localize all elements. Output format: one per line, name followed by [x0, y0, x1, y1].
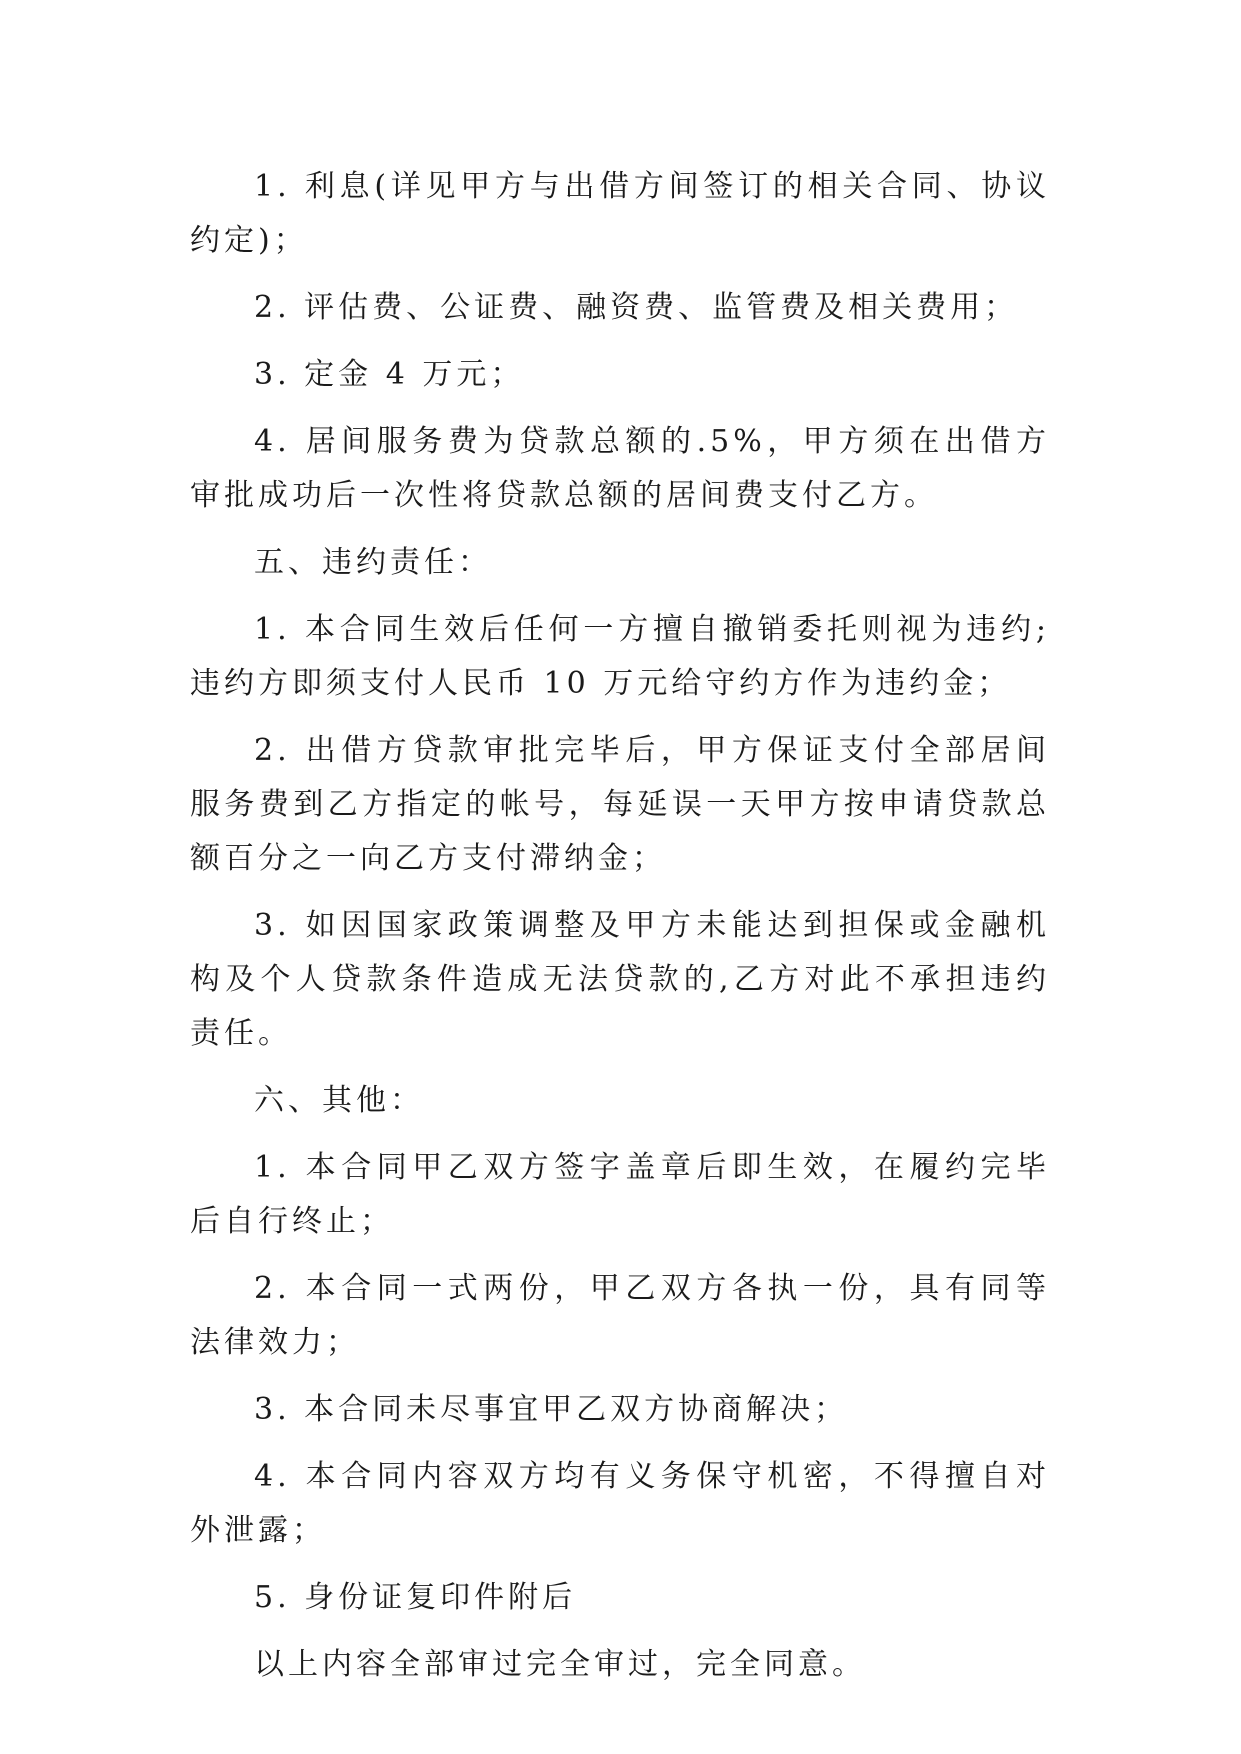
paragraph-other-effective: 1. 本合同甲乙双方签字盖章后即生效，在履约完毕后自行终止； — [190, 1150, 1050, 1239]
paragraph-other-negotiation: 3. 本合同未尽事宜甲乙双方协商解决； — [254, 1392, 849, 1427]
paragraph-fee-assessment: 2. 评估费、公证费、融资费、监管费及相关费用； — [254, 290, 1019, 325]
paragraph-breach-revocation: 1. 本合同生效后任何一方擅自撤销委托则视为违约;违约方即须支付人民币 10 万元给守约方作为违约金； — [190, 612, 1050, 701]
paragraph-other-confidentiality: 4. 本合同内容双方均有义务保守机密，不得擅自对外泄露； — [190, 1459, 1050, 1548]
section-heading-breach: 五、违约责任： — [254, 545, 492, 580]
paragraph-fee-deposit: 3. 定金 4 万元； — [254, 357, 525, 392]
document-body — [190, 160, 1050, 1705]
paragraph-breach-exemption: 3. 如因国家政策调整及甲方未能达到担保或金融机构及个人贷款条件造成无法贷款的,乙方对此不承担违约责任。 — [190, 908, 1050, 1051]
paragraph-other-id-copy: 5. 身份证复印件附后 — [254, 1580, 577, 1615]
section-heading-other: 六、其他： — [254, 1083, 424, 1118]
paragraph-other-copies: 2. 本合同一式两份，甲乙双方各执一份，具有同等法律效力； — [190, 1271, 1050, 1360]
paragraph-agreement-statement: 以上内容全部审过完全审过，完全同意。 — [254, 1647, 866, 1682]
paragraph-fee-interest: 1. 利息(详见甲方与出借方间签订的相关合同、协议约定)； — [190, 169, 1050, 258]
paragraph-fee-service: 4. 居间服务费为贷款总额的.5%，甲方须在出借方审批成功后一次性将贷款总额的居间费支付乙方。 — [190, 424, 1050, 513]
paragraph-breach-late-payment: 2. 出借方贷款审批完毕后，甲方保证支付全部居间服务费到乙方指定的帐号，每延误一天甲方按申请贷款总额百分之一向乙方支付滞纳金； — [190, 733, 1050, 876]
